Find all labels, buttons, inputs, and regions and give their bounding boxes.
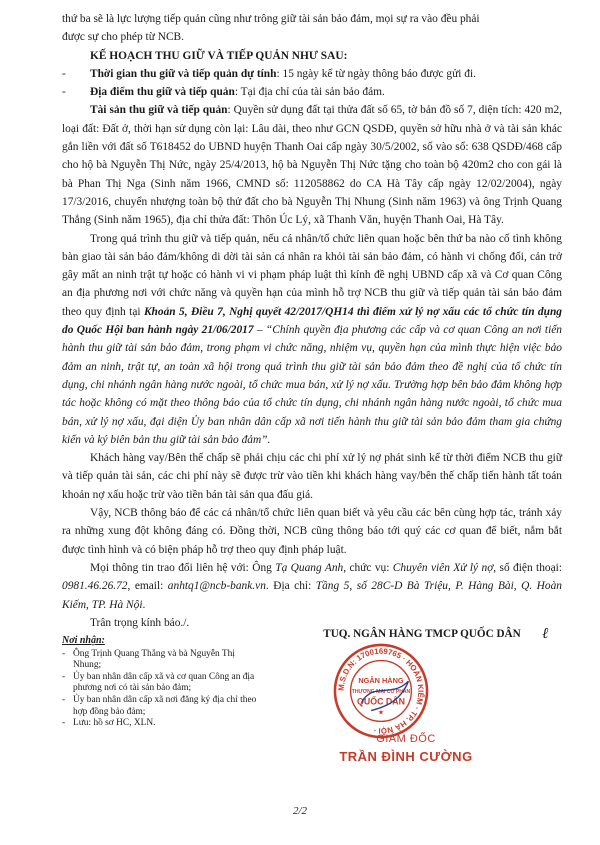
para-process: Trong quá trình thu giữ và tiếp quản, nếu cá nhân/tổ chức liên quan hoặc bên thứ ba nào cố tình không bàn giao tài sản bảo đảm/không di dời tài sản cá nhân ra khỏi tài sản bảo đảm, có hành vi chống đối, cản trở gây mất an ninh trật tự hoặc có hành vi vi phạm pháp luật thì kính đề nghị UBND cấp xã và Cơ quan Công an địa phương nơi với chức năng và quyền hạn của mình hỗ trợ NCB thu giữ và tiếp quản tài sản bảo đảm theo quy định tại Khoản 5, Điều 7, Nghị quyết 42/2017/QH14 thì điểm xử lý nợ xấu các tổ chức tín dụng do Quốc Hội ban hành ngày 21/06/2017 – “Chính quyền địa phương các cấp và cơ quan Công an nơi tiến hành thu giữ tài sản bảo đảm, trong phạm vi chức năng, nhiệm vụ, quyền hạn của mình thực hiện việc bảo đảm an ninh, trật tự, an toàn xã hội trong quá trình thu giữ tài sản bảo đảm theo đề nghị của tổ chức tín dụng, chi nhánh ngân hàng nước ngoài, tổ chức mua bán, xử lý nợ xấu. Trường hợp bên bảo đảm không hợp tác hoặc không có mặt theo thông báo của tổ chức tín dụng, chi nhánh ngân hàng nước ngoài, tổ chức mua bán, xử lý nợ xấu, đại diện Ủy ban nhân dân cấp xã nơi tiến hành thu giữ tài sản bảo đảm tham gia chứng kiến và ký biên bản thu giữ tài sản bảo đảm”.	[62, 232, 562, 446]
stamp-line-3: QUỐC DÂN	[357, 696, 405, 707]
svg-text:★: ★	[377, 709, 385, 717]
signature-block	[284, 628, 560, 768]
recipient-item: - Ủy ban nhân dân cấp xã nơi đăng ký địa chỉ theo hợp đồng bảo đảm;	[62, 694, 257, 717]
stamp-line-1: NGÂN HÀNG	[358, 676, 404, 686]
intro-line-2: được sự cho phép từ NCB.	[62, 31, 184, 44]
plan-item-time: - Thời gian thu giữ và tiếp quản dự tính: 15 ngày kể từ ngày thông báo được gửi đi.	[62, 67, 476, 80]
para-notice: Vậy, NCB thông báo để các cá nhân/tổ chức liên quan biết và yêu cầu các bên cùng hợp tác, tránh xảy ra những xung đột không đáng có. Đồng thời, NCB cũng thông báo tới quý các cơ quan để biết, nắm bắt được tình hình và có biện pháp hỗ trợ theo quy định pháp luật.	[62, 507, 562, 556]
handwritten-initial-mark: ℓ	[542, 626, 549, 642]
plan-item-location: - Địa điểm thu giữ và tiếp quản: Tại địa chỉ của tài sản bảo đảm.	[62, 86, 385, 99]
recipient-item: - Lưu: hồ sơ HC, XLN.	[62, 718, 156, 729]
signer-name: TRẦN ĐÌNH CƯỜNG	[339, 749, 473, 764]
page-number: 2/2	[292, 805, 308, 817]
company-seal-stamp	[332, 642, 430, 740]
closing-line: Trân trọng kính báo./.	[90, 616, 190, 629]
signature-org: TUQ. NGÂN HÀNG TMCP QUỐC DÂN	[323, 628, 521, 640]
stamp-line-2: THƯƠNG MẠI CỔ PHẦN	[351, 688, 411, 695]
para-costs: Khách hàng vay/Bên thế chấp sẽ phải chịu các chi phí xử lý nợ phát sinh kể từ thời điểm NCB thu giữ và tiếp quản tài sản, các chi phí này sẽ được trừ vào tiền khi khách hàng vay/bên thế chấp tiến hành tất toán khoản nợ xấu hoặc trừ vào tiền bán tài sản qua đấu giá.	[62, 452, 562, 501]
stamp-ring-text: M.S.D.N: 1700169765 · HOÀN KIẾM · TP. HÀ NỘI ·	[336, 646, 426, 736]
document-body	[62, 10, 562, 632]
intro-line-1: thứ ba sẽ là lực lượng tiếp quản cũng như trông giữ tài sản bảo đảm, mọi sự ra vào đều phải	[62, 13, 480, 25]
contact-email: anhtq1@ncb-bank.vn	[167, 580, 266, 593]
signer-role: GIÁM ĐỐC	[376, 733, 436, 745]
recipient-item: - Ủy ban nhân dân cấp xã và cơ quan Công an địa phương nơi có tài sản bảo đảm;	[62, 671, 255, 694]
recipient-item: - Ông Trịnh Quang Thắng và bà Nguyễn Thị Nhung;	[62, 648, 235, 671]
contact-paragraph: Mọi thông tin trao đổi liên hệ với: Ông Tạ Quang Anh, chức vụ: Chuyên viên Xử lý nợ, số điện thoại: 0981.46.26.72, email: anhtq1@ncb-bank.vn. Địa chỉ: Tầng 5, số 28C-D Bà Triệu, P. Hàng Bài, Q. Hoàn Kiếm, TP. Hà Nội.	[62, 561, 562, 611]
recipients-title: Nơi nhận:	[62, 635, 105, 646]
recipients-block	[62, 635, 262, 730]
plan-heading: KẾ HOẠCH THU GIỮ VÀ TIẾP QUẢN NHƯ SAU:	[90, 49, 348, 62]
plan-item-asset: Tài sản thu giữ và tiếp quản: Quyền sử dụng đất tại thửa đất số 65, tờ bản đồ số 7, diện tích: 420 m2, loại đất: Đất ở, thời hạn sử dụng còn lại: Lâu dài, theo như GCN QSDĐ, quyền sở hữu nhà ở và tài sản khác gắn liền với đất số T618452 do UBND huyện Thanh Oai cấp ngày 30/5/2002, số vào sổ: 638 QSDĐ/468 cấp cho hộ bà Nguyễn Thị Nức, ngày 25/4/2013, hộ bà Nguyễn Thị Nức tặng cho toàn bộ 420m2 cho con gái là bà Phan Thị Nga (Sinh năm 1966, CMND số: 112058862 do CA Hà Tây cấp ngày 12/02/2004), ngày 17/3/2016, chuyển nhượng toàn bộ thử đất cho bà Nguyễn Thị Nhung (Sinh năm 1963) và ông Trịnh Quang Thắng (Sinh năm 1965), địa chỉ thửa đất: Thôn Úc Lý, xã Thanh Văn, huyện Thanh Oai, Hà Tây.	[62, 104, 562, 227]
